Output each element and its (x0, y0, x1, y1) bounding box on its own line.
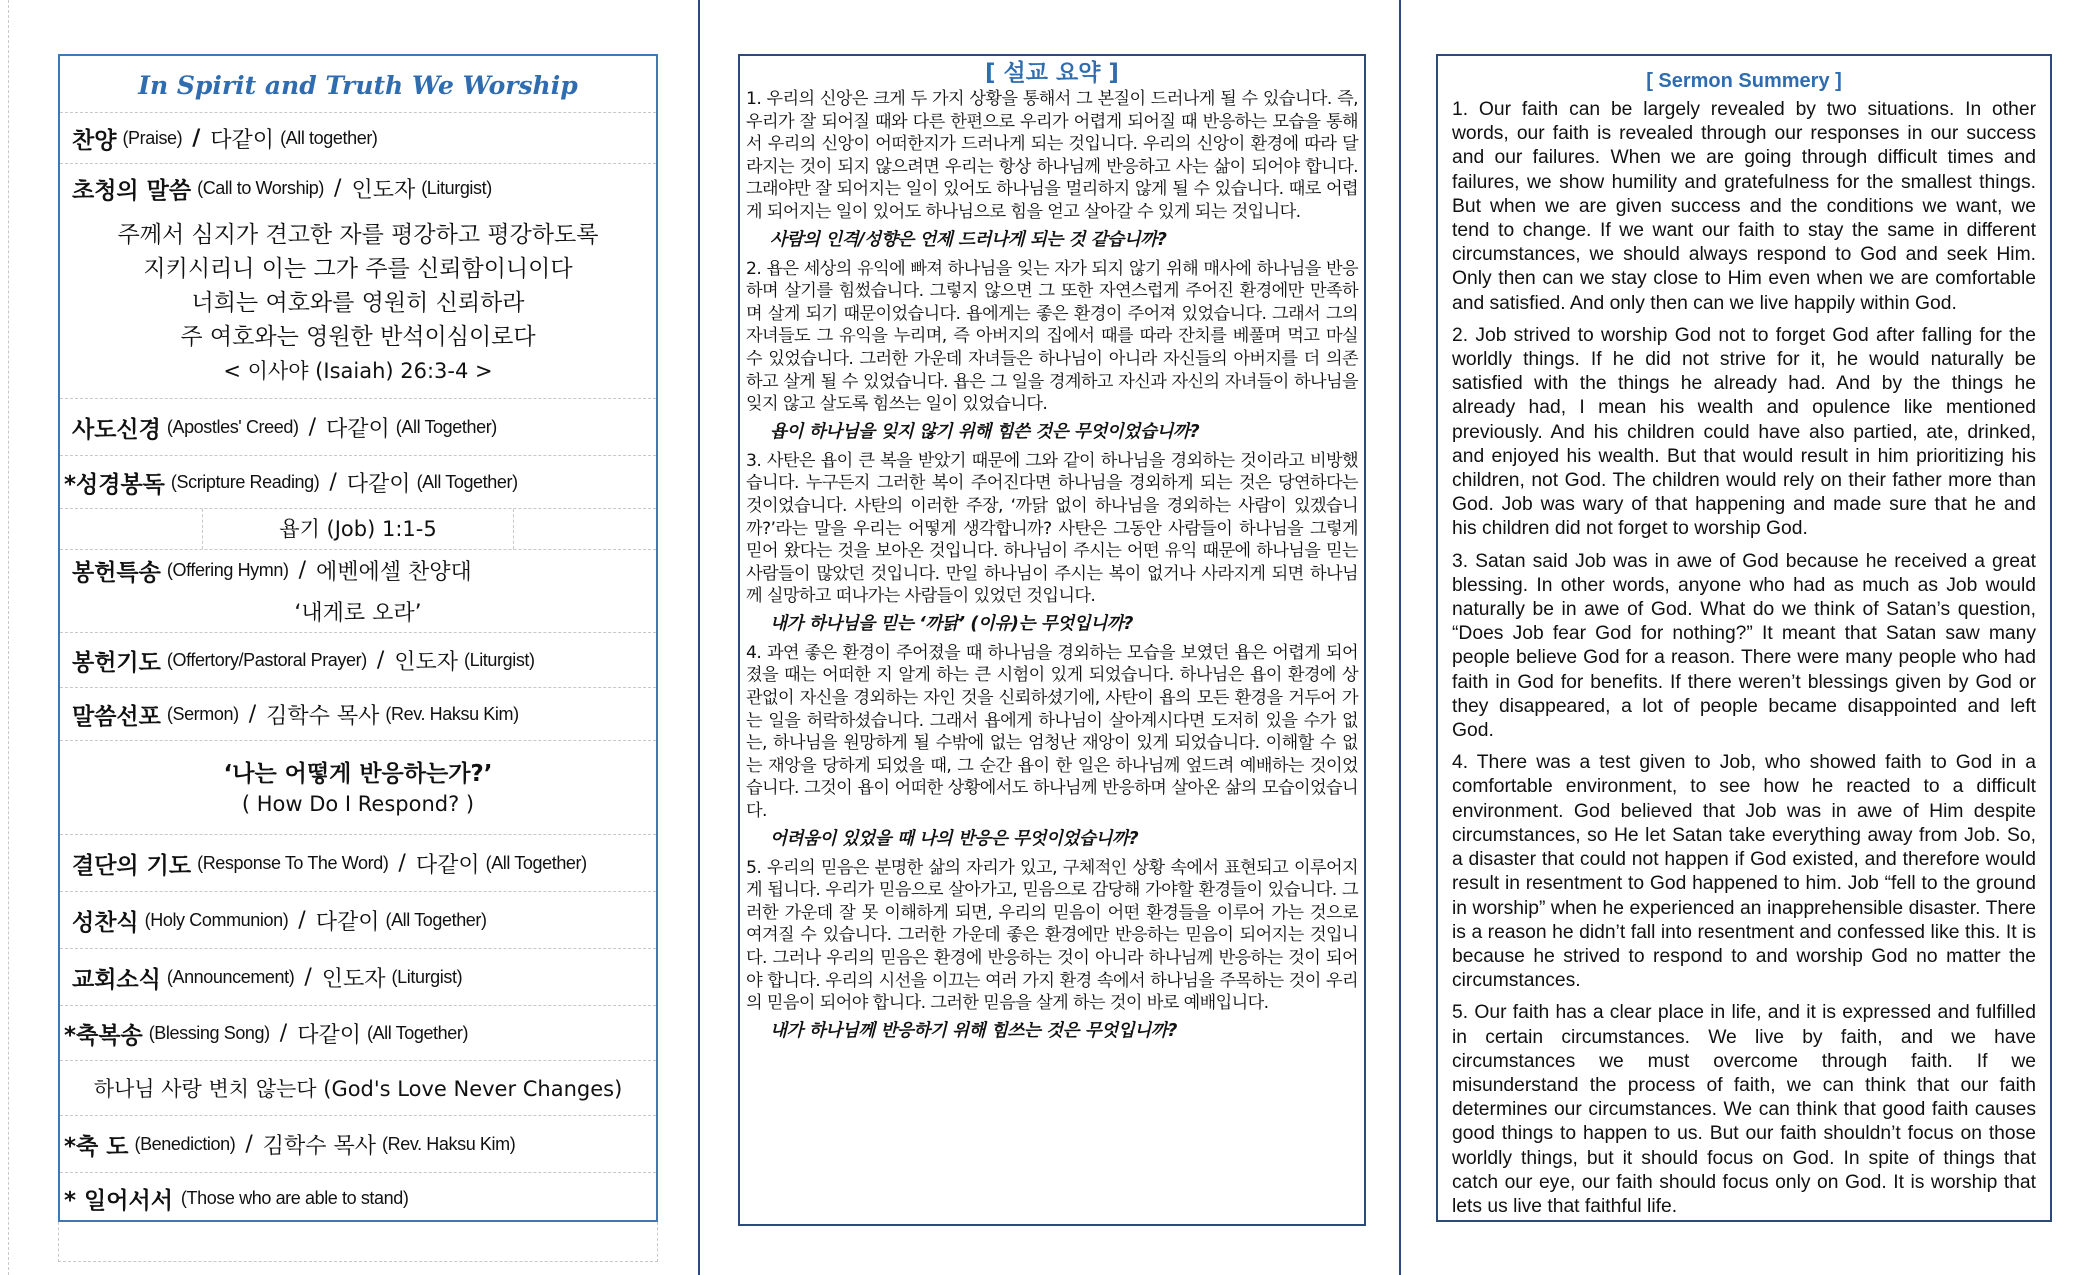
item-leader-en: (All Together) (385, 909, 487, 930)
fold-line-left (698, 0, 700, 1275)
item-label-en: (Response To The Word) (197, 852, 389, 873)
item-offertory-prayer (60, 633, 656, 688)
summary-ko-point-3: 3. 사탄은 욥이 큰 복을 받았기 때문에 그와 같이 하나님을 경외하는 것이라고 비방했습니다. 누구든지 그러한 복이 주어진다면 하나님을 경외하게 되는 것은 당연하다는 것이었습니다. 사탄의 이러한 주장, ‘까닭 없이 하나님을 경외하는 사람이 있겠습니까?’라는 말을 우리는 어떻게 생각합니까? 사탄은 그동안 사람들이 하나님을 그렇게 믿어 왔다는 것을 보아온 것입니다. 하나님이 주시는 어떤 유익 때문에 하나님을 믿는 사람들이 많았던 것입니다. 만일 하나님이 주시는 복이 없거나 사라지게 되면 하나님께 실망하고 떠나가는 사람들이 있었던 것입니다. (746, 450, 1358, 607)
item-announcement (60, 949, 656, 1006)
item-label: 사도신경 (72, 416, 161, 443)
item-leader: 인도자 (394, 649, 458, 675)
item-leader-en: (Liturgist) (464, 649, 535, 670)
scripture-passage-row (60, 509, 656, 550)
item-response-prayer (60, 835, 656, 892)
item-label-en: (Benediction) (134, 1133, 236, 1154)
panel-bottom-guide (58, 1222, 658, 1262)
item-label: 말씀선포 (72, 703, 161, 730)
item-scripture-reading (60, 456, 656, 509)
summary-ko-point-1: 1. 우리의 신앙은 크게 두 가지 상황을 통해서 그 본질이 드러나게 될 수 있습니다. 즉, 우리가 잘 되어질 때와 다른 한편으로 우리가 어렵게 되어질 때 반응하는 모습을 통해서 우리의 신앙이 어떠한지가 드러나게 되는 것입니다. 우리의 신앙이 환경에 따라 달라지는 것이 되지 않으려면 우리는 항상 하나님께 반응하고 사는 삶이 되어야 합니다. 그래야만 잘 되어지는 일이 있어도 하나님을 멀리하지 않게 될 수 있습니다. 때로 어렵게 되어지는 일이 있어도 하나님으로 힘을 얻고 살아갈 수 있게 되는 것입니다. (746, 89, 1358, 222)
worship-title: In Spirit and Truth We Worship (60, 56, 656, 113)
sermon-title (60, 741, 656, 835)
verse-line: 주 여호와는 영원한 반석이심이로다 (180, 324, 536, 350)
item-leader: 다같이 (297, 1022, 361, 1048)
separator: / (192, 125, 201, 151)
summary-ko-question-5: 내가 하나님께 반응하기 위해 힘쓰는 것은 무엇입니까? (770, 1020, 1178, 1041)
summary-ko-question-1: 사람의 인격/성향은 언제 드러나게 되는 것 같습니까? (770, 229, 1167, 250)
item-leader-en: (All Together) (485, 852, 587, 873)
separator: / (279, 1020, 288, 1046)
verse-line: 너희는 여호와를 영원히 신뢰하라 (191, 290, 525, 316)
stand-note-en: (Those who are able to stand) (180, 1187, 409, 1208)
item-label: 봉헌기도 (72, 649, 161, 676)
sermon-title-en: ( How Do I Respond? ) (241, 792, 475, 816)
item-offering-hymn (60, 550, 656, 590)
separator: / (398, 850, 406, 876)
item-label: 찬양 (72, 127, 117, 154)
call-to-worship-verses (60, 212, 656, 399)
verse-line: 지키시리니 이는 그가 주를 신뢰함이니이다 (143, 256, 573, 282)
item-leader: 다같이 (210, 127, 275, 153)
fold-line-right (1399, 0, 1401, 1275)
stand-note (60, 1173, 656, 1223)
offering-hymn-title (60, 590, 656, 633)
item-leader: 인도자 (321, 966, 386, 992)
summary-ko-point-2: 2. 욥은 세상의 유익에 빠져 하나님을 잊는 자가 되지 않기 위해 매사에 하나님을 반응하며 살기를 힘썼습니다. 그렇지 않으면 그 또한 자연스럽게 주어진 환경에만 만족하며 살게 되기 때문이었습니다. 욥에게는 좋은 환경이 주어져 있었습니다. 그래서 그의 자녀들도 그 유익을 누리며, 즉 아버지의 집에서 때를 따라 잔치를 베풀며 먹고 마실 수 있었습니다. 그러한 가운데 자녀들은 하나님이 아니라 자신들의 아버지를 더 의존하고 살게 될 수 있었습니다. 욥은 그 일을 경계하고 자신과 자신의 자녀들이 하나님을 잊지 않고 살도록 힘쓰는 일이 있었습니다. (746, 258, 1358, 415)
separator: / (298, 907, 306, 933)
item-label: 봉헌특송 (72, 559, 161, 586)
separator: / (248, 701, 257, 727)
summary-en-point-4: 4. There was a test given to Job, who showed faith to God in a comfortable environment, to see how he reacted to a difficult environment. God believed that Job was in awe of Him despite circumstances, so He let Satan take everything away from Job. So, a disaster that could not happen if God existed, and therefore would result in resentment to God happened to him. Job “fell to the ground in worship” when he experienced an inapprehensible disaster. There is a reason he didn’t fall into resentment and confessed like this. It is because he strived to respond to and worship God no matter the circumstances. (1452, 752, 2036, 992)
summary-ko-question-4: 어려움이 있었을 때 나의 반응은 무엇이었습니까? (770, 828, 1139, 849)
sermon-title-ko: ‘나는 어떻게 반응하는가?’ (223, 761, 493, 787)
item-leader: 다같이 (415, 852, 480, 878)
order-of-worship-panel (58, 54, 658, 1222)
item-label-en: (Apostles' Creed) (166, 416, 299, 437)
summary-en-point-5: 5. Our faith has a clear place in life, and it is expressed and fulfilled in certain circumstances. We live by faith, and we have circumstances we must overcome through faith. If we misunderstand the process of faith, we can think that our faith determines our circumstances. We can think that good faith causes good things to happen to us. But our faith shouldn’t focus on those worldly things, but it should focus on God. In spite of things that catch our eye, our faith should focus only on God. It is worship that lets us live that faithful life. (1452, 1002, 2036, 1217)
sermon-summary-english-panel (1436, 54, 2052, 1222)
item-label-en: (Offering Hymn) (166, 559, 289, 580)
summary-en-heading: [ Sermon Summery ] (1646, 70, 1842, 92)
item-leader: 인도자 (351, 177, 416, 203)
item-blessing-song (60, 1006, 656, 1061)
item-label-en: (Announcement) (166, 966, 295, 987)
item-label-en: (Offertory/Pastoral Prayer) (166, 649, 367, 670)
blessing-song-title-text: 하나님 사랑 변치 않는다 (God's Love Never Changes) (93, 1077, 623, 1101)
item-leader-en: (All Together) (416, 471, 518, 492)
separator: / (334, 175, 342, 201)
item-leader-en: (Rev. Haksu Kim) (382, 1133, 516, 1154)
summary-ko-heading: [ 설교 요약 ] (985, 60, 1119, 86)
separator: / (376, 647, 385, 673)
item-label: *축복송 (64, 1022, 143, 1049)
item-label: 교회소식 (72, 966, 161, 993)
item-label-en: (Scripture Reading) (170, 471, 320, 492)
item-label-en: (Blessing Song) (148, 1022, 270, 1043)
separator: / (304, 964, 312, 990)
item-leader-en: (All Together) (395, 416, 497, 437)
item-label-en: (Sermon) (166, 703, 239, 724)
item-call-to-worship (60, 164, 656, 212)
summary-en-point-1: 1. Our faith can be largely revealed by two situations. In other words, our faith is revealed through our responses in our success and our failures. When we are going through difficult times and failures, we show humility and gratefulness for the smallest things. But when we are given success and the conditions we want, we tend to change. If we want our faith to stay the same in different circumstances, we should always respond to God and seek Him. Only then can we stay close to Him even when we are comfortable and satisfied. And only then can we live happily within God. (1452, 99, 2036, 314)
summary-ko-point-5: 5. 우리의 믿음은 분명한 삶의 자리가 있고, 구체적인 상황 속에서 표현되고 이루어지게 됩니다. 우리가 믿음으로 살아가고, 믿음으로 감당해 가야할 환경들이 있습니다. 그러한 가운데 잘 못 이해하게 되면, 우리의 믿음이 어떤 환경들을 이루어 가는 것으로 여겨질 수 있습니다. 그러한 가운데 좋은 환경에만 반응하는 믿음이 되어지는 것입니다. 그러나 우리의 믿음은 환경에 반응하는 것이 아니라 하나님께 반응하는 것이 되어야 합니다. 우리의 시선을 이끄는 여러 가지 환경 속에서 하나님을 주목하는 것이 우리의 믿음이 되어야 합니다. 그러한 믿음을 살게 하는 것이 바로 예배입니다. (746, 857, 1358, 1014)
item-label: *축 도 (64, 1133, 129, 1160)
separator: / (308, 414, 316, 440)
summary-ko-question-2: 욥이 하나님을 잊지 않기 위해 힘쓴 것은 무엇이었습니까? (770, 421, 1200, 442)
separator: / (298, 557, 306, 583)
item-leader: 에벤에셀 찬양대 (316, 559, 472, 585)
item-benediction (60, 1116, 656, 1173)
hymn-title-text: ‘내게로 오라’ (294, 600, 422, 626)
item-leader: 김학수 목사 (262, 1133, 377, 1159)
item-leader-en: (Liturgist) (391, 966, 463, 987)
item-label-en: (Praise) (122, 127, 183, 148)
left-margin-guide (8, 0, 9, 1275)
item-leader: 다같이 (346, 471, 411, 497)
summary-en-point-3: 3. Satan said Job was in awe of God because he received a great blessing. In other words, anyone who had as much as Job would naturally be in awe of God. What do we think of Satan’s question, “Does Job fear God for nothing?” It meant that Satan saw many people believe God for a reason. There were many people who had faith in God for benefits. If there weren’t blessings given by God or they disappeared, a lot of people became disappointed and left God. (1452, 550, 2036, 742)
item-leader: 김학수 목사 (266, 703, 380, 729)
separator: / (329, 469, 337, 495)
item-label-en: (Holy Communion) (144, 909, 289, 930)
item-praise (60, 113, 656, 164)
summary-en-point-2: 2. Job strived to worship God not to forget God after falling for the worldly things. If he did not strive for it, he would naturally be satisfied with the things he already had. And by the things he already had, I mean his wealth and opulence like mentioned previously. And his children could have also partied, ate, drinked, and enjoyed his wealth. But that would result in him prioritizing his children, not God. The children would rely on their father more than God. Job was wary of that happening and made sure that he and his children did not forget to worship God. (1452, 324, 2036, 540)
item-sermon (60, 688, 656, 741)
item-leader-en: (All Together) (366, 1022, 469, 1043)
item-holy-communion (60, 892, 656, 949)
sermon-summary-korean-panel (738, 54, 1366, 1226)
verse-line: 주께서 심지가 견고한 자를 평강하고 평강하도록 (117, 222, 599, 248)
verse-reference: < 이사야 (Isaiah) 26:3-4 > (223, 359, 493, 383)
separator: / (245, 1131, 253, 1157)
item-label: 초청의 말씀 (72, 177, 192, 204)
blessing-song-title (60, 1061, 656, 1116)
item-label-en: (Call to Worship) (197, 177, 325, 198)
item-label: 결단의 기도 (72, 852, 192, 879)
item-leader: 다같이 (326, 416, 390, 442)
summary-ko-point-4: 4. 과연 좋은 환경이 주어졌을 때 하나님을 경외하는 모습을 보였던 욥은 어렵게 되어졌을 때는 어떠한 지 알게 하는 큰 시험이 있게 되었습니다. 하나님은 욥이 환경에 상관없이 자신을 경외하는 자인 것을 신뢰하셨기에, 사탄이 욥의 모든 환경을 거두어 가는 일을 허락하셨습니다. 그래서 욥에게 하나님이 살아계시다면 도저히 있을 수가 없는, 하나님을 원망하게 될 수밖에 없는 엄청난 재앙이 있게 되었습니다. 이해할 수 없는 재앙을 당하게 되었을 때, 그 순간 욥이 한 일은 하나님께 엎드려 예배하는 것이었습니다. 그것이 욥이 어떠한 상황에서도 하나님께 반응하며 살아온 삶의 모습이었습니다. (746, 642, 1358, 822)
item-label: 성찬식 (72, 909, 139, 936)
item-apostles-creed (60, 399, 656, 456)
item-label: *성경봉독 (64, 471, 165, 498)
stand-note-ko: * 일어서서 (64, 1187, 173, 1214)
scripture-passage: 욥기 (Job) 1:1-5 (202, 509, 514, 549)
item-leader-en: (All together) (280, 127, 378, 148)
summary-ko-question-3: 내가 하나님을 믿는 ‘까닭’ (이유)는 무엇입니까? (770, 613, 1133, 634)
item-leader-en: (Rev. Haksu Kim) (385, 703, 519, 724)
item-leader: 다같이 (315, 909, 380, 935)
item-leader-en: (Liturgist) (421, 177, 492, 198)
